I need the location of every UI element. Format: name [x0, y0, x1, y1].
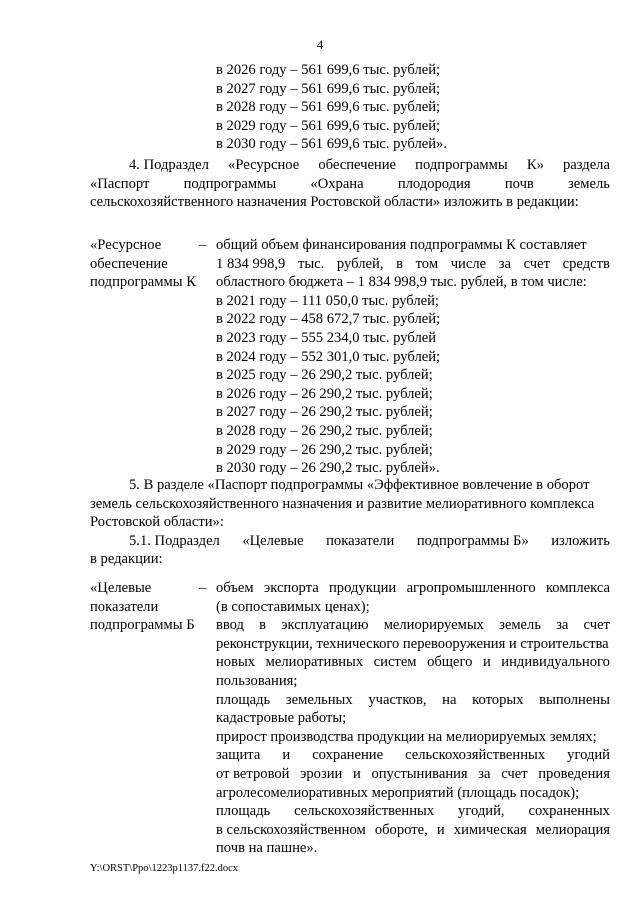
word: рублей, — [336, 255, 384, 272]
word: в — [259, 617, 267, 634]
section5-line: земель сельскохозяйственного назначения и развитие мелиоративного комплекса — [90, 495, 595, 512]
year-line: в 2026 году – 561 699,6 тыс. рублей; — [216, 62, 441, 78]
year-line: в 2029 году – 561 699,6 тыс. рублей; — [216, 117, 441, 134]
year-line: в 2022 году – 458 672,7 тыс. рублей; — [216, 311, 441, 328]
word: раздела — [563, 157, 610, 173]
word: за — [478, 766, 491, 782]
section51-line: в редакции: — [90, 551, 163, 568]
word: угодий, — [458, 803, 505, 820]
label-indicators: показатели — [90, 598, 159, 615]
indicator-line — [216, 803, 610, 820]
word: общего — [427, 654, 473, 671]
word: 5.1. Подраздел — [129, 532, 220, 549]
word: экспорта — [263, 580, 319, 596]
year-line: в 2025 году – 26 290,2 тыс. рублей; — [216, 367, 433, 384]
label-resources: обеспечение — [90, 255, 168, 272]
word: которых — [472, 691, 524, 708]
word: 4. Подраздел — [129, 157, 209, 173]
year-line: в 2027 году – 561 699,6 тыс. рублей; — [216, 80, 441, 97]
word: от ветровой — [216, 766, 290, 782]
word: и — [353, 766, 361, 782]
word: числе — [450, 255, 487, 272]
word: и — [282, 747, 291, 764]
resources-text: областного бюджета – 1 834 998,9 тыс. рублей, в том числе: — [216, 274, 587, 291]
word: обеспечение — [318, 157, 397, 173]
word: агропромышленного — [406, 580, 536, 596]
year-line: в 2030 году – 26 290,2 тыс. рублей». — [216, 460, 440, 477]
word: опустынивания — [371, 766, 468, 782]
word: защита — [216, 747, 261, 764]
word: в — [396, 255, 403, 272]
word: за — [556, 617, 569, 634]
row-dash: – — [199, 580, 207, 596]
word: участков, — [368, 691, 427, 708]
year-line: в 2030 году – 561 699,6 тыс. рублей». — [216, 136, 447, 153]
word: мелиорация — [535, 821, 610, 838]
resources-text — [216, 256, 610, 273]
row-dash: – — [199, 237, 207, 253]
word: объем — [216, 580, 254, 596]
word: подпрограммы — [415, 157, 508, 173]
year-line: в 2024 году – 552 301,0 тыс. рублей; — [216, 348, 441, 365]
word: К» — [526, 157, 544, 173]
word: угодий — [567, 747, 610, 764]
word: и — [482, 654, 491, 671]
year-line: в 2028 году – 26 290,2 тыс. рублей; — [216, 423, 433, 439]
word: сельскохозяйственных — [405, 747, 546, 764]
word: ввод — [216, 617, 244, 634]
indicator-line — [216, 617, 610, 634]
indicator-line: пользования; — [216, 673, 298, 689]
word: земельных — [285, 691, 353, 708]
indicator-line: почв на пашне». — [216, 840, 318, 857]
indicator-line — [216, 654, 610, 671]
word: «Охрана — [310, 175, 364, 192]
word: «Паспорт — [90, 175, 150, 192]
word: изложить — [551, 532, 610, 549]
word: показатели — [326, 532, 395, 549]
word: плодородия — [397, 175, 471, 192]
year-line: в 2023 году – 555 234,0 тыс. рублей — [216, 330, 437, 346]
file-path-footer: Y:\ORST\Ppo\1223p1137.f22.docx — [90, 863, 238, 874]
indicator-line — [216, 747, 610, 764]
word: новых — [216, 654, 256, 671]
word: сохраненных — [528, 803, 610, 820]
indicator-line — [216, 580, 610, 597]
year-line: в 2027 году – 26 290,2 тыс. рублей; — [216, 404, 433, 421]
word: подпрограммы Б» — [416, 532, 529, 549]
section5-line: Ростовской области»: — [90, 514, 224, 531]
section4-line — [129, 157, 610, 174]
word: комплекса — [545, 580, 610, 596]
word: тыс. — [297, 255, 325, 272]
label-indicators: подпрограммы Б — [90, 617, 195, 634]
indicator-line — [216, 766, 610, 783]
word: земель — [568, 175, 610, 192]
word: счет — [501, 766, 528, 782]
word: «Ресурсное — [228, 157, 300, 173]
page-number: 4 — [316, 37, 324, 52]
section4-line — [90, 176, 610, 193]
word: обороте, — [374, 821, 428, 838]
word: за — [498, 255, 511, 272]
word: и — [436, 821, 445, 838]
indicator-line: (в сопоставимых ценах); — [216, 598, 370, 615]
word: подпрограммы — [183, 175, 277, 192]
word: в сельскохозяйственном — [216, 821, 366, 838]
indicator-line — [216, 692, 610, 709]
word: площадь — [216, 691, 271, 708]
resources-text: общий объем финансирования подпрограммы К составляет — [216, 237, 587, 253]
section51-line — [129, 533, 610, 550]
word: 1 834 998,9 — [216, 255, 286, 272]
word: систем — [373, 654, 417, 671]
word: мелиорируемых — [383, 617, 484, 634]
indicator-line: кадастровые работы; — [216, 710, 347, 727]
indicator-line: прирост производства продукции на мелиорируемых землях; — [216, 728, 597, 745]
word: на — [442, 691, 457, 708]
label-resources: подпрограммы К — [90, 274, 196, 291]
word: мелиоративных — [265, 654, 364, 671]
word: земель — [499, 617, 541, 634]
indicator-line: агролесомелиоративных мероприятий (площадь посадок); — [216, 784, 580, 801]
word: продукции — [329, 580, 397, 596]
year-line: в 2028 году – 561 699,6 тыс. рублей; — [216, 99, 441, 116]
word: сохранение — [312, 747, 384, 764]
word: почв — [504, 175, 534, 192]
year-line: в 2021 году – 111 050,0 тыс. рублей; — [216, 292, 439, 309]
word: «Целевые — [242, 532, 304, 549]
year-line: в 2029 году – 26 290,2 тыс. рублей; — [216, 441, 433, 458]
word: сельскохозяйственных — [294, 803, 435, 820]
word: площадь — [216, 803, 271, 820]
word: выполнены — [539, 691, 610, 708]
word: том — [415, 255, 439, 272]
label-resources: «Ресурсное — [90, 237, 162, 253]
label-indicators: «Целевые — [90, 580, 152, 596]
year-line: в 2026 году – 26 290,2 тыс. рублей; — [216, 385, 433, 402]
word: эксплуатацию — [281, 617, 369, 634]
word: средств — [562, 255, 610, 272]
section5-line: 5. В разделе «Паспорт подпрограммы «Эффективное вовлечение в оборот — [129, 477, 590, 493]
word: счет — [523, 255, 551, 272]
word: индивидуального — [501, 654, 610, 671]
indicator-line: реконструкции, технического перевооружения и строительства — [216, 635, 609, 652]
section4-line: сельскохозяйственного назначения Ростовской области» изложить в редакции: — [90, 194, 579, 211]
word: эрозии — [300, 766, 343, 782]
word: проведения — [538, 766, 610, 782]
indicator-line — [216, 822, 610, 839]
word: счет — [583, 617, 610, 634]
word: химическая — [453, 821, 527, 838]
